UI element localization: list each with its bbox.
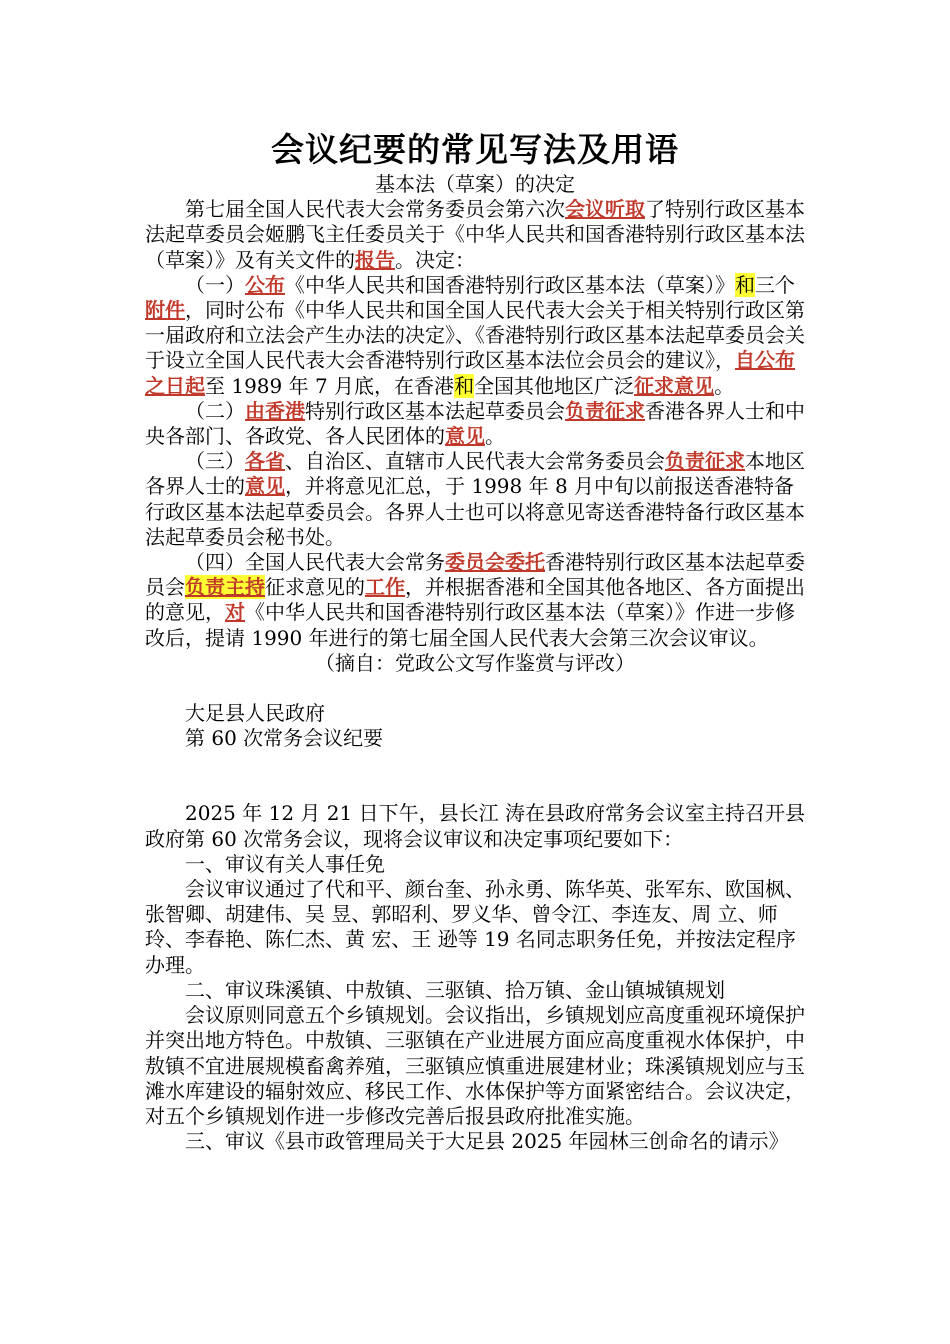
highlight-term: 各省 [245, 449, 285, 474]
paragraph-item-4: （四）全国人民代表大会常务委员会委托香港特别行政区基本法起草委员会负责主持征求意见的工作，并根据香港和全国其他各地区、各方面提出的意见，对《中华人民共和国香港特别行政区基本法（草案）》作进一步修改后，提请 1990 年进行的第七届全国人民代表大会第三次会议审议。 [145, 550, 805, 650]
highlight-term: 公布 [245, 272, 285, 297]
item-heading: 一、审议有关人事任免 [185, 851, 385, 876]
yellow-highlight-term: 和 [454, 373, 475, 398]
paragraph-item-3: （三）各省、自治区、直辖市人民代表大会常务委员会负责征求本地区各界人士的意见，并将意见汇总，于 1998 年 8 月中旬以前报送香港特备行政区基本法起草委员会。各界人士也可以将意见寄送香港特备行政区基本法起草委员会秘书处。 [145, 449, 805, 549]
source-citation: （摘自：党政公文写作鉴赏与评改） [315, 650, 635, 675]
minutes-title: 第 60 次常务会议纪要 [185, 726, 384, 751]
highlight-term: 征求意见 [634, 373, 715, 398]
minutes-intro: 2025 年 12 月 21 日下午，县长江 涛在县政府常务会议室主持召开县政府第 60 次常务会议，现将会议审议和决定事项纪要如下： [145, 801, 805, 851]
item-heading: 二、审议珠溪镇、中敖镇、三驱镇、拾万镇、金山镇城镇规划 [185, 977, 725, 1002]
item-body: 会议审议通过了代和平、颜台奎、孙永勇、陈华英、张军东、欧国枫、张智卿、胡建伟、吴 昱、郭昭利、罗义华、曾令江、李连友、周 立、师玲、李春艳、陈仁杰、黄 宏、王 逊等 19 名同志职务任免，并按法定程序办理。 [145, 877, 805, 977]
section-subtitle: 基本法（草案）的决定 [375, 172, 575, 196]
highlight-term: 报告 [355, 247, 395, 272]
highlight-term: 负责主持 [185, 575, 265, 600]
highlight-term: 负责征求 [565, 398, 645, 423]
org-name: 大足县人民政府 [185, 701, 325, 726]
document-body [145, 172, 805, 1154]
document-title: 会议纪要的常见写法及用语 [271, 130, 679, 169]
highlight-term: 对 [225, 600, 245, 625]
item-heading: 三、审议《县市政管理局关于大足县 2025 年园林三创命名的请示》 [185, 1129, 789, 1154]
highlight-term: 附件 [145, 298, 185, 323]
highlight-term: 自公布之日起 [145, 348, 795, 398]
item-body: 会议原则同意五个乡镇规划。会议指出，乡镇规划应高度重视环境保护并突出地方特色。中敖镇、三驱镇在产业进展方面应高度重视水体保护，中敖镇不宜进展规模畜禽养殖，三驱镇应慎重进展建材业；珠溪镇规划应与玉滩水库建设的辐射效应、移民工作、水体保护等方面紧密结合。会议决定，对五个乡镇规划作进一步修改完善后报县政府批准实施。 [145, 1003, 805, 1128]
highlight-term: 会议听取 [565, 197, 645, 222]
paragraph-item-1: （一）公布《中华人民共和国香港特别行政区基本法（草案）》和三个附件，同时公布《中华人民共和国全国人民代表大会关于相关特别行政区第一届政府和立法会产生办法的决定》、《香港特别行政区基本法起草委员会关于设立全国人民代表大会香港特别行政区基本法位会员会的建议》，自公布之日起至 1989 年 7 月底，在香港和全国其他地区广泛征求意见。 [145, 272, 805, 398]
highlight-term: 工作 [365, 575, 405, 600]
paragraph-decision-intro: 第七届全国人民代表大会常务委员会第六次会议听取了特别行政区基本法起草委员会姬鹏飞主任委员关于《中华人民共和国香港特别行政区基本法（草案）》及有关文件的报告。决定： [145, 197, 805, 272]
highlight-term: 意见 [245, 474, 285, 499]
highlight-term: 负责征求 [665, 449, 745, 474]
highlight-term: 由香港 [245, 398, 305, 423]
highlight-term: 意见 [445, 424, 485, 449]
highlight-term: 委员会委托 [445, 550, 545, 575]
paragraph-item-2: （二）由香港特别行政区基本法起草委员会负责征求香港各界人士和中央各部门、各政党、各人民团体的意见。 [145, 398, 805, 449]
yellow-highlight-term: 和 [735, 272, 755, 297]
